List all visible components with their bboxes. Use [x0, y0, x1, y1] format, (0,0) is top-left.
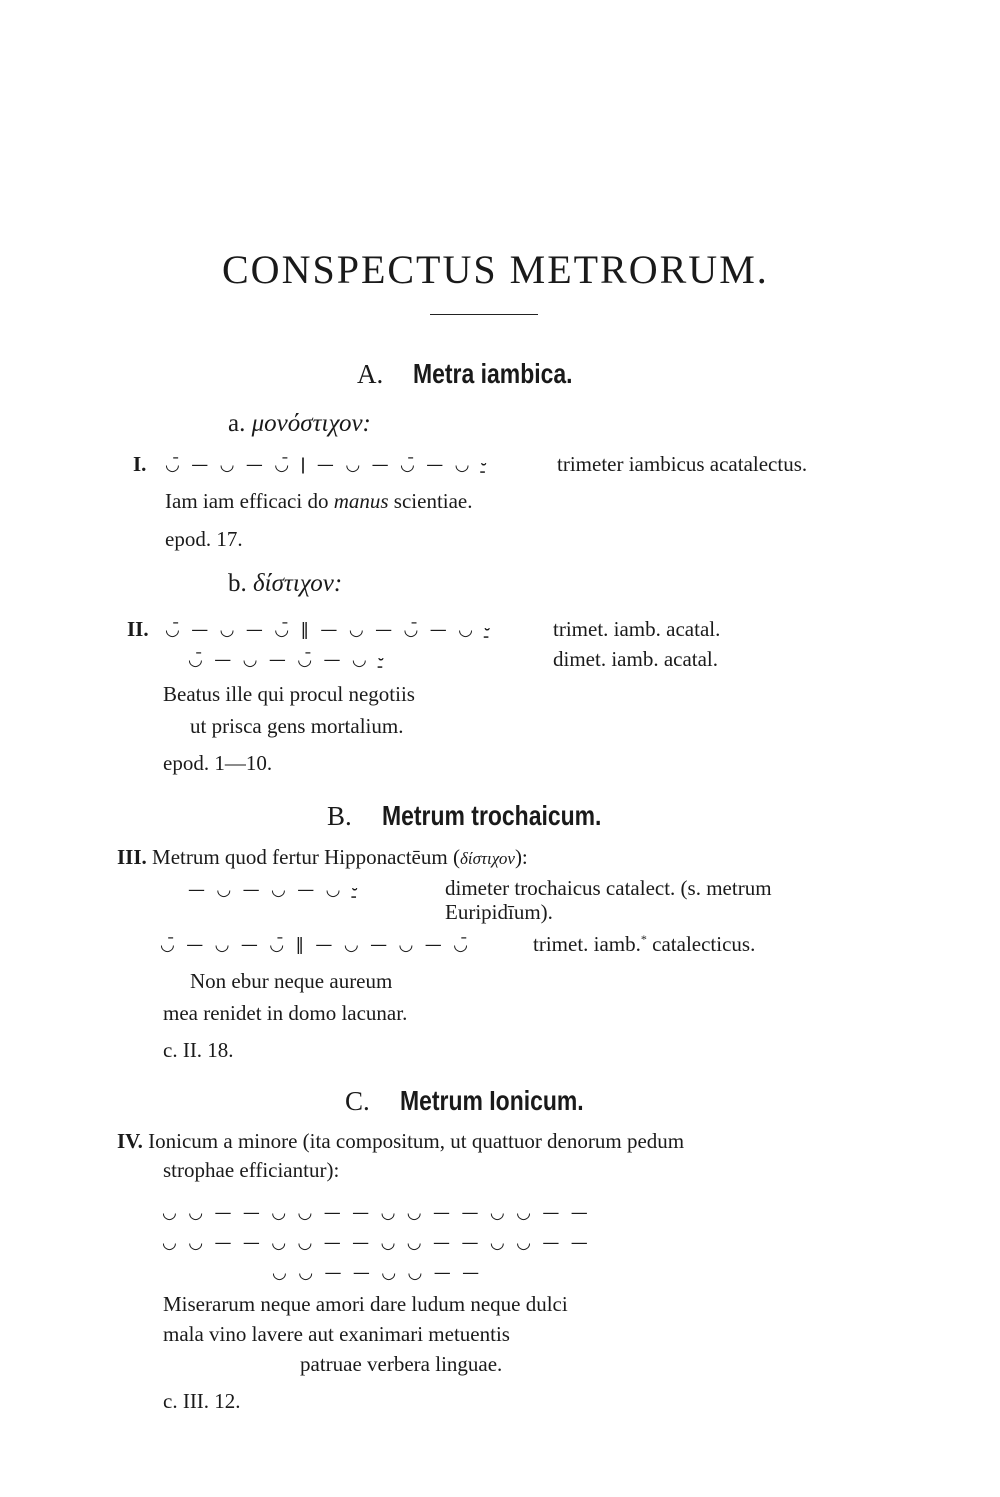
- meter-i-reference: epod. 17.: [165, 527, 243, 551]
- meter-ii-scheme-2: ◡̄ — ◡ — ◡̄ — ◡ ⏑̱: [188, 650, 387, 670]
- section-a-letter: A.: [357, 359, 384, 389]
- meter-iv-verse-2: mala vino lavere aut exanimari metuentis: [163, 1322, 510, 1346]
- meter-ii-numeral: II.: [127, 617, 149, 641]
- meter-iv-intro-text: Ionicum a minore (ita compositum, ut quattuor denorum pedum: [148, 1129, 685, 1153]
- meter-i-scheme: ◡̄ — ◡ — ◡̄ ǀ — ◡ — ◡̄ — ◡ ⏑̱: [165, 455, 490, 475]
- meter-iii-scheme-1: — ◡ — ◡ — ◡ ⏑̱: [188, 880, 361, 900]
- meter-ii-description-2: dimet. iamb. acatal.: [553, 647, 719, 671]
- section-c-heading: [345, 1085, 624, 1117]
- meter-iv-intro-1: [117, 1129, 684, 1154]
- meter-ii-verse-2: ut prisca gens mortalium.: [190, 714, 404, 738]
- meter-i-description: trimeter iambicus acatalectus.: [557, 452, 808, 476]
- meter-iv-verse-3: patruae verbera linguae.: [300, 1352, 503, 1376]
- meter-iii-description-2: [533, 932, 755, 957]
- meter-iii-intro-end: ):: [514, 845, 528, 869]
- meter-iii-numeral: III.: [117, 845, 147, 869]
- subsection-a-greek: μονόστιχον:: [251, 410, 371, 437]
- title-rule: [430, 314, 538, 315]
- subsection-a-label: a.: [228, 410, 246, 437]
- section-c-name: Metrum Ionicum.: [399, 1085, 584, 1116]
- subsection-a: [228, 410, 371, 438]
- meter-iii-description-2-end: catalecticus.: [646, 932, 756, 956]
- meter-iv-reference: c. III. 12.: [163, 1389, 241, 1413]
- meter-ii-scheme-1: ◡̄ — ◡ — ◡̄ ‖ — ◡ — ◡̄ — ◡ ⏑̱: [165, 620, 494, 640]
- section-a-heading: [357, 358, 608, 390]
- meter-iv-scheme-3: ◡ ◡ — — ◡ ◡ — —: [272, 1263, 483, 1283]
- meter-iii-scheme-2: ◡̄ — ◡ — ◡̄ ‖ — ◡ — ◡ — ◡̄: [160, 935, 471, 955]
- meter-ii-verse-1: Beatus ille qui procul negotiis: [163, 682, 415, 706]
- meter-iv-scheme-2: ◡ ◡ — — ◡ ◡ — — ◡ ◡ — — ◡ ◡ — —: [162, 1233, 591, 1253]
- meter-iii-reference: c. II. 18.: [163, 1038, 234, 1062]
- meter-iii-description-2-text: trimet. iamb.: [533, 932, 641, 956]
- meter-iii-footnote-mark: *: [640, 932, 647, 946]
- meter-ii-description-1: trimet. iamb. acatal.: [553, 617, 721, 641]
- section-b-heading: [327, 800, 650, 832]
- meter-i-numeral: I.: [133, 452, 147, 476]
- meter-iv-numeral: IV.: [117, 1129, 143, 1153]
- meter-i-verse-start: Iam iam efficaci do: [165, 489, 334, 513]
- meter-iii-verse-2: mea renidet in domo lacunar.: [163, 1001, 408, 1025]
- meter-ii-reference: epod. 1—10.: [163, 751, 273, 775]
- meter-i-verse-end: scientiae.: [388, 489, 473, 513]
- page-title: CONSPECTUS METRORUM.: [222, 247, 769, 292]
- meter-i-verse-italic: manus: [333, 489, 389, 513]
- meter-iii-intro-greek: δίστιχον: [459, 849, 515, 868]
- meter-iv-intro-2: strophae efficiantur):: [163, 1158, 340, 1182]
- meter-iii-verse-1: Non ebur neque aureum: [190, 969, 393, 993]
- meter-iii-description-1b: Euripidīum).: [445, 900, 553, 924]
- meter-iv-scheme-1: ◡ ◡ — — ◡ ◡ — — ◡ ◡ — — ◡ ◡ — —: [162, 1203, 591, 1223]
- subsection-b-label: b.: [228, 570, 247, 597]
- meter-iii-description-1a: dimeter trochaicus catalect. (s. metrum: [445, 876, 772, 900]
- subsection-b: [228, 570, 342, 598]
- meter-iii-intro-text: Metrum quod fertur Hipponactēum (: [152, 845, 460, 869]
- meter-iii-intro: [117, 845, 528, 870]
- subsection-b-greek: δίστιχον:: [253, 570, 343, 597]
- meter-iv-verse-1: Miserarum neque amori dare ludum neque dulci: [163, 1292, 568, 1316]
- section-c-letter: C.: [345, 1086, 370, 1116]
- section-a-name: Metra iambica.: [413, 358, 573, 389]
- section-b-name: Metrum trochaicum.: [381, 800, 602, 831]
- section-b-letter: B.: [327, 801, 352, 831]
- meter-i-verse: [165, 489, 473, 514]
